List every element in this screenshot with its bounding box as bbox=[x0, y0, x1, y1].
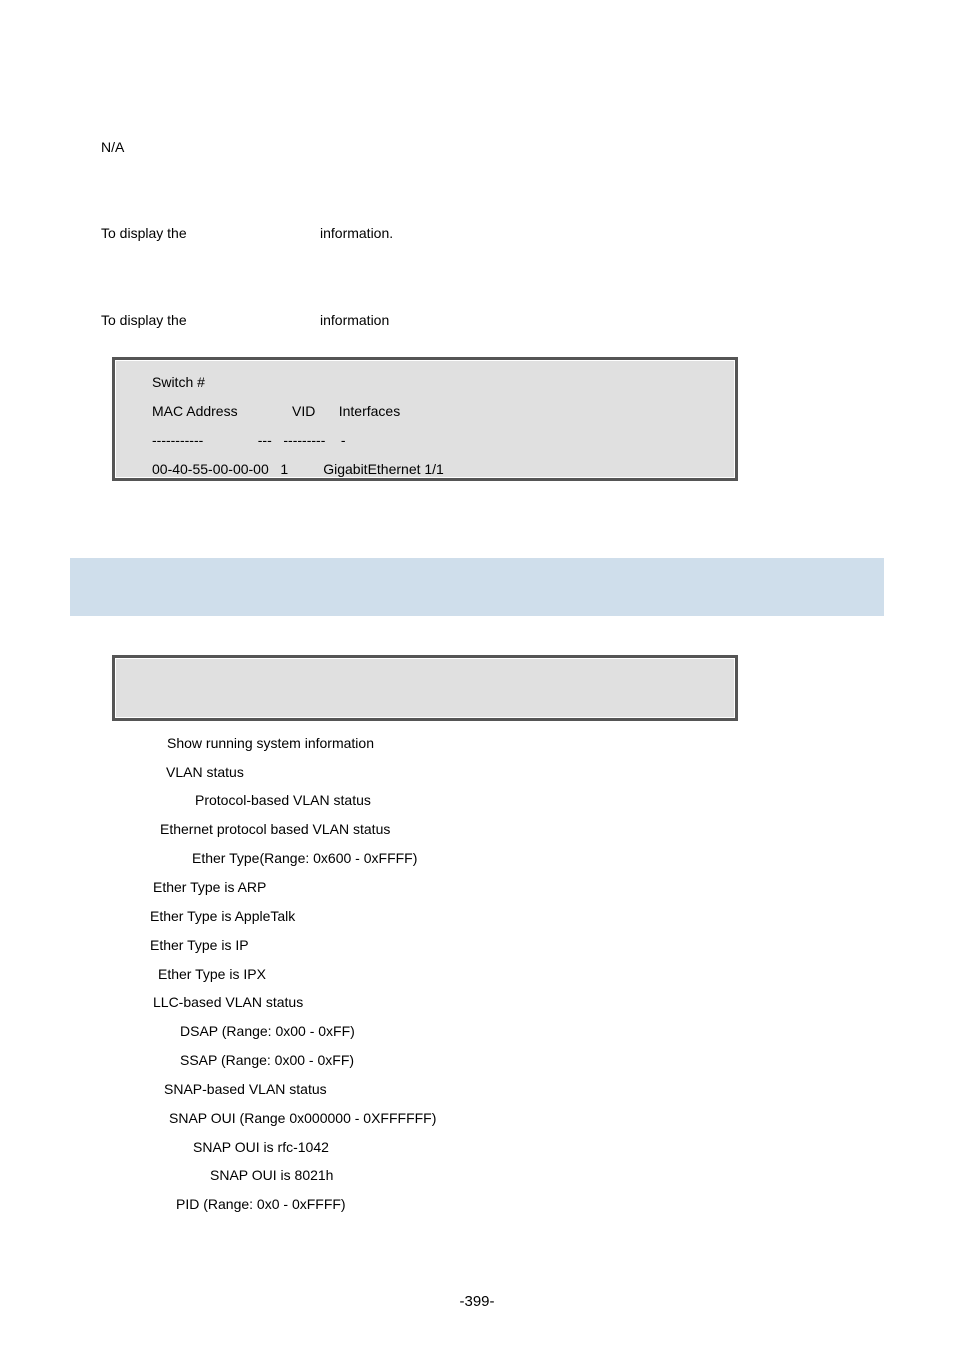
param-desc: VLAN status bbox=[166, 764, 244, 780]
command-output-box bbox=[112, 357, 738, 481]
output-line-prompt: Switch # bbox=[152, 374, 205, 390]
output-line-separator: ----------- --- --------- - bbox=[152, 432, 346, 448]
example-suffix: information bbox=[320, 312, 390, 328]
param-desc: Ether Type is IPX bbox=[158, 966, 266, 982]
output-line-header: MAC Address VID Interfaces bbox=[152, 403, 401, 419]
section-heading-band bbox=[70, 558, 884, 616]
param-desc: Ether Type is AppleTalk bbox=[150, 908, 296, 924]
param-desc: SNAP OUI (Range 0x000000 - 0XFFFFFF) bbox=[169, 1110, 437, 1126]
param-desc: Ether Type(Range: 0x600 - 0xFFFF) bbox=[192, 850, 418, 866]
page-number: -399- bbox=[459, 1293, 495, 1310]
param-desc: Ether Type is ARP bbox=[153, 879, 267, 895]
param-desc: SNAP OUI is rfc-1042 bbox=[193, 1139, 329, 1155]
param-desc: LLC-based VLAN status bbox=[153, 994, 304, 1010]
param-desc: SNAP-based VLAN status bbox=[164, 1081, 327, 1097]
param-desc: Protocol-based VLAN status bbox=[195, 792, 371, 808]
param-desc: DSAP (Range: 0x00 - 0xFF) bbox=[180, 1023, 355, 1039]
param-desc: Show running system information bbox=[167, 735, 374, 751]
param-desc: Ether Type is IP bbox=[150, 937, 249, 953]
param-desc: SNAP OUI is 8021h bbox=[210, 1167, 334, 1183]
param-desc: Ethernet protocol based VLAN status bbox=[160, 821, 391, 837]
param-desc: SSAP (Range: 0x00 - 0xFF) bbox=[180, 1052, 355, 1068]
param-desc: PID (Range: 0x0 - 0xFFFF) bbox=[176, 1196, 346, 1212]
example-prefix: To display the bbox=[101, 312, 187, 328]
command-syntax-box bbox=[112, 655, 738, 721]
default-value: N/A bbox=[101, 139, 125, 155]
output-line-entry: 00-40-55-00-00-00 1 GigabitEthernet 1/1 bbox=[152, 461, 444, 477]
usage-prefix: To display the bbox=[101, 225, 187, 241]
usage-suffix: information. bbox=[320, 225, 394, 241]
